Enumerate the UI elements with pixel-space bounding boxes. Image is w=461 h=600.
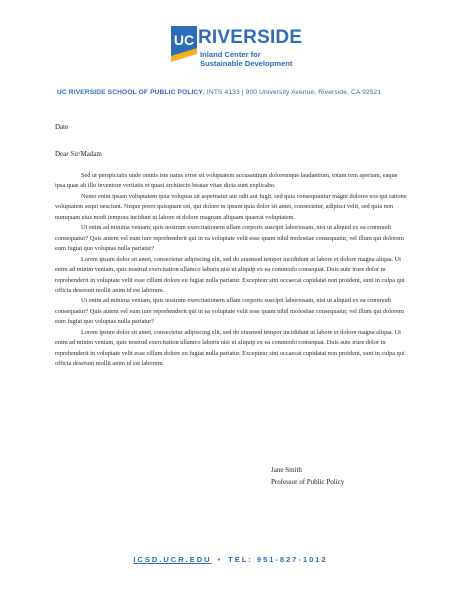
paragraph: Ut enim ad minima veniam, quis nostrum exercitationem ullam corporis suscipit laboriosam, nisi ut aliquid ex ea commodi consequatur? Quis autem vel eum iure reprehenderit qui in ea voluptate velit esse quam nihil molestiae consequatur, vel illum qui dolorem eum fugiat quo voluptas nulla pariatur?: [55, 224, 404, 253]
website-link[interactable]: ICSD.UCR.EDU: [133, 555, 212, 564]
signature-block: [271, 464, 344, 488]
letter-date: Date: [55, 123, 69, 131]
footer-separator: •: [217, 555, 223, 564]
paragraph: Nemo enim ipsam voluptatem quia voluptas sit aspernatur aut odit aut fugit, sed quia consequuntur magni dolores eos qui ratione voluptatem sequi nesciunt. Neque porro quisquam est, qui dolore m ipsum quia dolor sit amet, consectetur, adipisci velit, sed quia non numquam eius modi tempora incidunt ut labore et dolore magnam aliquam quaerat voluptatem.: [55, 192, 407, 221]
logo-subtitle: [200, 51, 292, 68]
footer: [0, 555, 461, 564]
phone-number: TEL: 951-827-1012: [228, 555, 328, 564]
letter-body: [55, 171, 407, 370]
salutation: Dear Sir/Madam: [55, 150, 102, 158]
signer-name: Jane Smith: [271, 466, 302, 474]
paragraph: Ut enim ad minima veniam, quis nostrum exercitationem ullam corporis suscipit laboriosam, nisi ut aliquid ex ea commodi consequatur? Quis autem vel eum iure reprehenderit qui in ea voluptate velit esse quam nihil molestiae consequatur, vel illum qui dolorem eum fugiat quo voluptas nulla pariatur?: [55, 297, 404, 326]
paragraph: Sed ut perspiciatis unde omnis iste natus error sit voluptatem accusantium doloremque laudantium, totam rem aperiam, eaque ipsa quae ab illo inventore veritatis et quasi architecto beatae vitae dicta sunt explicabo.: [55, 172, 398, 190]
school-name: UC RIVERSIDE SCHOOL OF PUBLIC POLICY: [57, 89, 203, 96]
ucr-logo: [171, 26, 301, 76]
logo-subtitle-line1: Inland Center for: [200, 50, 261, 59]
letterhead-address: [57, 89, 457, 96]
logo-name: RIVERSIDE: [198, 27, 303, 48]
logo-mark-text: UC: [173, 32, 195, 48]
uc-shield-icon: [171, 26, 197, 62]
paragraph: Lorem ipsum dolor sit amet, consectetur adipiscing elit, sed do eiusmod tempor incididunt ut labore et dolore magna aliqua. Ut enim ad minim veniam, quis nostrud exercitation ullamco laboris nisi ut aliquip ex ea commodo consequat. Duis aute irure dolor in reprehenderit in voluptate velit esse cillum dolore eu fugiat nulla pariatur. Excepteur sint occaecat cupidatat non proident, sunt in culpa qui officia deserunt mollit anim id est laborum.: [55, 328, 405, 368]
paragraph: Lorem ipsum dolor sit amet, consectetur adipiscing elit, sed do eiusmod tempor incididunt ut labore et dolore magna aliqua. Ut enim ad minim veniam, quis nostrud exercitation ullamco laboris nisi ut aliquip ex ea commodo consequat. Duis aute irure dolor in reprehenderit in voluptate velit esse cillum dolore eu fugiat nulla pariatur. Excepteur sint occaecat cupidatat non proident, sunt in culpa qui officia deserunt mollit anim id est laborum.: [55, 255, 405, 294]
signer-title: Professor of Public Policy: [271, 478, 345, 486]
logo-subtitle-line2: Sustainable Development: [200, 58, 293, 68]
address-detail: , INTS 4133 | 900 University Avenue, Riverside, CA 92521: [202, 89, 382, 96]
